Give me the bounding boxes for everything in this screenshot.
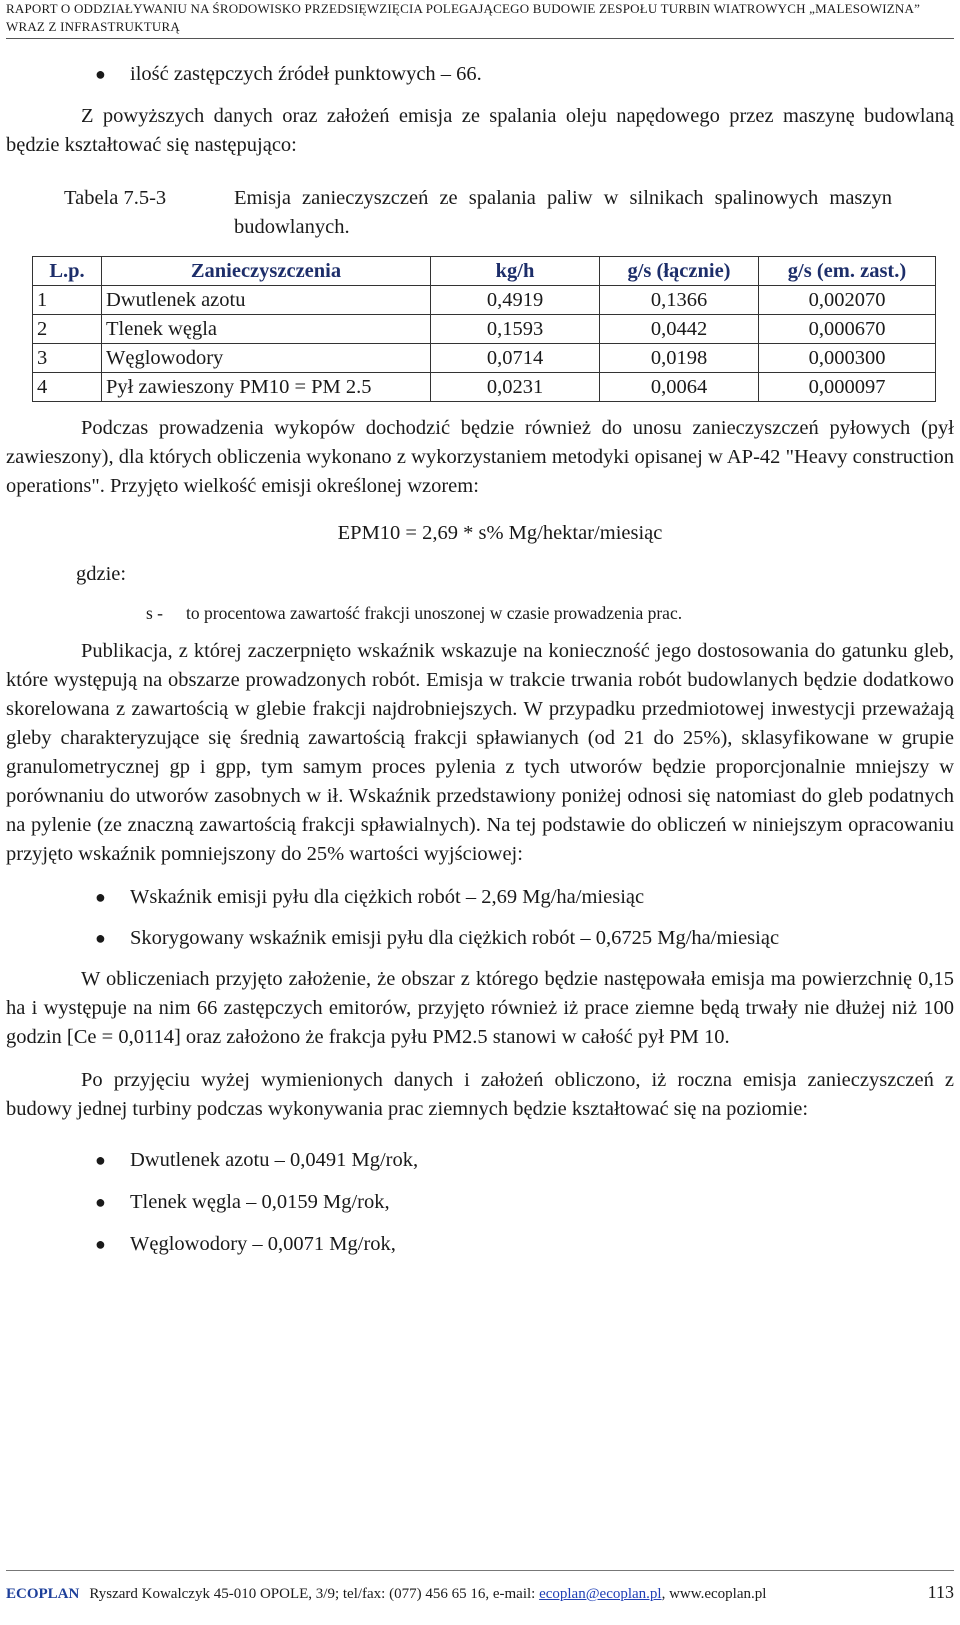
table-cell: 0,1366 [600,286,759,315]
variable-description: to procentowa zawartość frakcji unoszonej w czasie prowadzenia prac. [186,603,683,623]
bullet-list-top [6,60,954,89]
paragraph-assumptions: W obliczeniach przyjęto założenie, że obszar z którego będzie następowała emisja ma powierzchnię 0,15 ha i występuje na nim 66 zastępczych emitorów, przyjęto również iż prace ziemne będą trwały nie dłużej niż 100 godzin [Ce = 0,0114] oraz założono że frakcja pyłu PM2.5 stanowi w całość pył PM 10. [6,968,954,1048]
col-header: Zanieczyszczenia [102,257,431,286]
footer-email-link[interactable]: ecoplan@ecoplan.pl [539,1586,662,1602]
bullet-list-factors [6,883,954,953]
table-cell: 0,0064 [600,373,759,402]
table-cell: Tlenek węgla [102,315,431,344]
bullet-list-results [6,1146,954,1259]
footer-brand: ECOPLAN [6,1586,80,1602]
table-title: Emisja zanieczyszczeń ze spalania paliw w silnikach spalinowych maszyn budowlanych. [234,187,892,238]
bullet-icon: ● [95,1192,106,1212]
paragraph-result: Po przyjęciu wyżej wymienionych danych i założeń obliczono, iż roczna emisja zanieczyszczeń z budowy jednej turbiny podczas wykonywania prac ziemnych będzie kształtować się na poziomie: [6,1069,954,1120]
formula: EPM10 = 2,69 * s% Mg/hektar/miesiąc [337,522,663,544]
table-row [33,344,936,373]
list-item: ● Skorygowany wskaźnik emisji pyłu dla ciężkich robót – 0,6725 Mg/ha/miesiąc [6,924,954,953]
bullet-icon: ● [95,928,106,948]
table-cell: Węglowodory [102,344,431,373]
table-cell: 3 [33,344,102,373]
page-body [6,60,954,1259]
table-row [33,286,936,315]
running-header [6,0,954,39]
bullet-icon: ● [95,1150,106,1170]
bullet-icon: ● [95,1234,106,1254]
list-item: ● Tlenek węgla – 0,0159 Mg/rok, [6,1188,954,1217]
table-row [33,315,936,344]
table-cell: 0,1593 [431,315,600,344]
table-cell: 0,000670 [759,315,936,344]
bullet-icon: ● [95,64,106,84]
footer-website[interactable]: www.ecoplan.pl [669,1586,767,1602]
list-item: ● Wskaźnik emisji pyłu dla ciężkich robót – 2,69 Mg/ha/miesiąc [6,883,954,912]
table-cell: Dwutlenek azotu [102,286,431,315]
paragraph-method: Podczas prowadzenia wykopów dochodzić będzie również do unosu zanieczyszczeń pyłowych (pył zawieszony), dla których obliczenia wykonano z wykorzystaniem metodyki opisanej w AP-42 "Heavy construction operations". Przyjęto wielkość emisji określonej wzorem: [6,417,954,497]
table-cell: 0,000300 [759,344,936,373]
paragraph-intro: Z powyższych danych oraz założeń emisja ze spalania oleju napędowego przez maszynę budowlaną będzie kształtować się następująco: [6,105,954,156]
table-cell: 0,4919 [431,286,600,315]
table-cell: 0,0714 [431,344,600,373]
table-cell: 0,000097 [759,373,936,402]
variable-symbol: s - [146,603,164,623]
header-line-2: WRAZ Z INFRASTRUKTURĄ [6,19,180,34]
table-header-row [33,257,936,286]
table-caption [6,184,954,242]
variable-definition [6,601,954,625]
page-number: 113 [927,1582,954,1602]
footer-address: Ryszard Kowalczyk 45-010 OPOLE, 3/9; tel/fax: (077) 456 65 16, e-mail: [89,1586,536,1602]
col-header: kg/h [431,257,600,286]
table-cell: 0,0198 [600,344,759,373]
col-header: L.p. [33,257,102,286]
table-number: Tabela 7.5-3 [64,187,167,209]
table-cell: 0,002070 [759,286,936,315]
emission-table [32,256,936,402]
list-item: ● ilość zastępczych źródeł punktowych – 66. [6,60,954,89]
list-item: ● Dwutlenek azotu – 0,0491 Mg/rok, [6,1146,954,1175]
table-cell: 1 [33,286,102,315]
bullet-icon: ● [95,887,106,907]
footer-separator: , [661,1586,666,1602]
header-line-1: RAPORT O ODDZIAŁYWANIU NA ŚRODOWISKO PRZEDSIĘWZIĘCIA POLEGAJĄCEGO BUDOWIE ZESPOŁU TURBIN WIATROWYCH „MALESOWIZNA” [6,1,921,16]
table-cell: 4 [33,373,102,402]
col-header: g/s (łącznie) [600,257,759,286]
paragraph-publication: Publikacja, z której zaczerpnięto wskaźnik wskazuje na konieczność jego dostosowania do gatunku gleb, które występują na obszarze prowadzonych robót. Emisja w trakcie trwania robót budowlanych będzie dodatkowo skorelowana z zawartością w glebie frakcji najdrobniejszych. W przypadku przedmiotowej inwestycji przeważają gleby charakteryzujące się średnią zawartością frakcji spławianych (od 21 do 25%), sklasyfikowane w grupie granulometrycznej gp i gpp, tym samym proces pylenia z tych utworów będzie proporcjonalnie mniejszy w porównaniu do utworów zasobnych w ił. Wskaźnik przedstawiony poniżej odnosi się natomiast do gleb podatnych na pylenie (ze znaczną zawartością frakcji spławialnych). Na tej podstawie do obliczeń w niniejszym opracowaniu przyjęto wskaźnik pomniejszony do 25% wartości wyjściowej: [6,640,954,865]
table-cell: 2 [33,315,102,344]
list-item: ● Węglowodory – 0,0071 Mg/rok, [6,1230,954,1259]
col-header: g/s (em. zast.) [759,257,936,286]
table-row [33,373,936,402]
table-cell: 0,0231 [431,373,600,402]
table-cell: Pył zawieszony PM10 = PM 2.5 [102,373,431,402]
page-footer [6,1570,954,1605]
where-label: gdzie: [76,563,127,585]
table-cell: 0,0442 [600,315,759,344]
